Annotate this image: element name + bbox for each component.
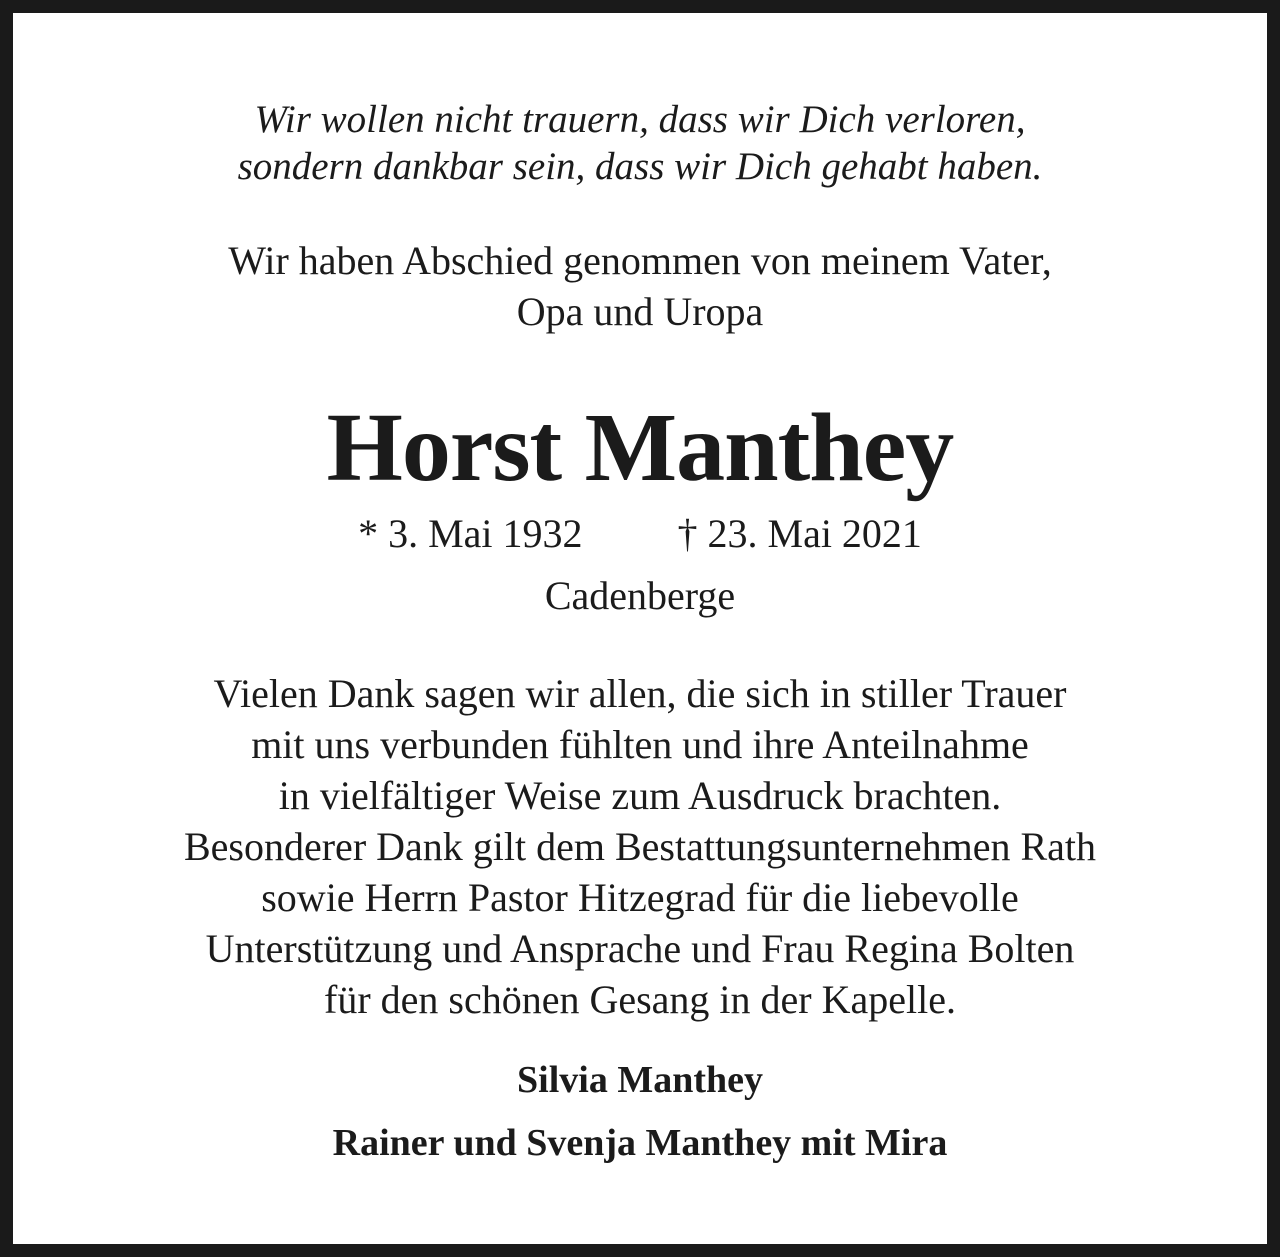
hometown: Cadenberge [544,573,736,618]
intro-line: Wir haben Abschied genommen von meinem Vater, [228,238,1052,283]
motto-line: Wir wollen nicht trauern, dass wir Dich verloren, [254,98,1026,141]
death-date: † 23. Mai 2021 [677,511,922,556]
thanks-line: in vielfältiger Weise zum Ausdruck brachten. [278,773,1002,818]
signature-rainer-svenja: Rainer und Svenja Manthey mit Mira [332,1122,948,1164]
thanks-line: Vielen Dank sagen wir allen, die sich in stiller Trauer [213,671,1067,716]
intro-line: Opa und Uropa [516,289,764,334]
life-dates [13,510,1267,558]
motto-quote [13,96,1267,190]
signature-silvia: Silvia Manthey [517,1059,763,1101]
intro-text [13,235,1267,337]
thanks-line: Unterstützung und Ansprache und Frau Regina Bolten [205,926,1075,971]
thanks-line: für den schönen Gesang in der Kapelle. [324,977,956,1022]
thanks-line: mit uns verbunden fühlten und ihre Anteilnahme [251,722,1029,767]
motto-line: sondern dankbar sein, dass wir Dich gehabt haben. [237,145,1043,188]
birth-date: * 3. Mai 1932 [358,511,583,556]
thanks-text [13,668,1267,1025]
thanks-line: sowie Herrn Pastor Hitzegrad für die liebevolle [261,875,1019,920]
thanks-line: Besonderer Dank gilt dem Bestattungsunternehmen Rath [183,824,1096,869]
deceased-name: Horst Manthey [326,394,954,502]
